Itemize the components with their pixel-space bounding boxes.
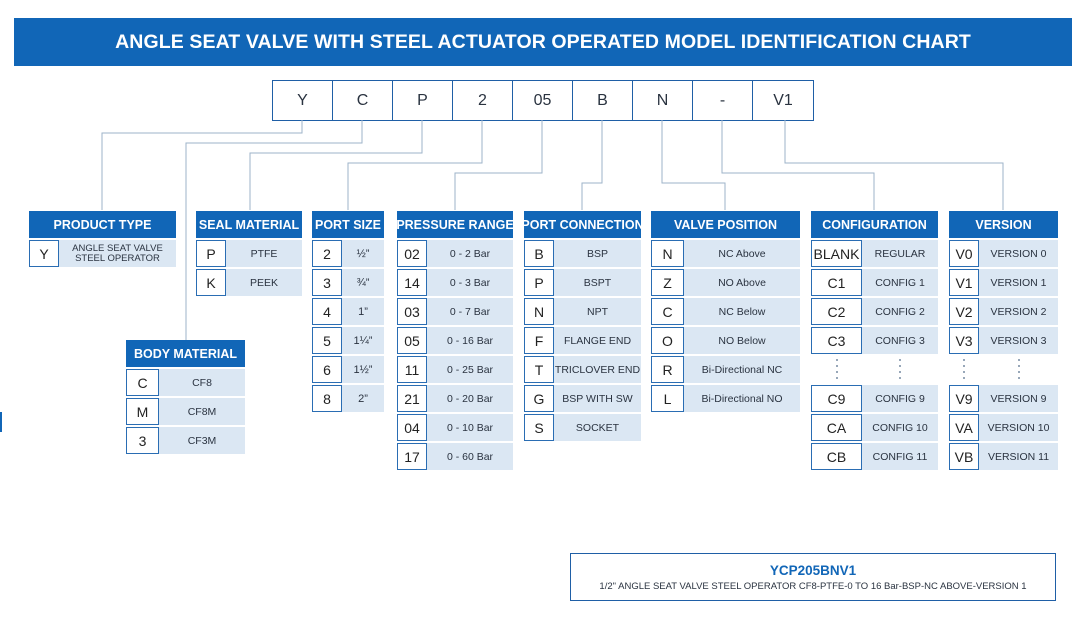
valve-position-code: Z [651,269,684,296]
product-type-header: PRODUCT TYPE [29,211,176,238]
body-material-desc: CF3M [159,427,245,454]
valve-position-desc: Bi-Directional NO [684,385,800,412]
configuration-code: C9 [811,385,862,412]
version-header: VERSION [949,211,1058,238]
version-desc: VERSION 3 [979,327,1058,354]
port-size-code: 8 [312,385,342,412]
code-segment-version: V1 [773,91,793,109]
seal-material-header: SEAL MATERIAL [196,211,302,238]
configuration-desc: CONFIG 1 [862,269,938,296]
pressure-range-desc: 0 - 7 Bar [427,298,513,325]
configuration-desc: CONFIG 9 [862,385,938,412]
group-valve-position [651,211,800,412]
valve-position-desc: Bi-Directional NC [684,356,800,383]
seal-material-desc: PTFE [226,240,302,267]
configuration-code: BLANK [811,240,862,267]
port-connection-desc: NPT [554,298,641,325]
valve-position-code: L [651,385,684,412]
configuration-code: C3 [811,327,862,354]
code-segment-pressure-range: 05 [513,81,573,120]
port-size-code: 3 [312,269,342,296]
pressure-range-code: 04 [397,414,427,441]
code-segment-port-size: 2 [453,81,513,120]
connector-version [785,120,1003,210]
pressure-range-header: PRESSURE RANGE [397,211,513,238]
body-material-code: 3 [126,427,159,454]
pressure-range-desc: 0 - 16 Bar [427,327,513,354]
valve-position-header: VALVE POSITION [651,211,800,238]
group-pressure-range [397,211,513,470]
pressure-range-code: 11 [397,356,427,383]
version-code: V1 [949,269,979,296]
configuration-code: C2 [811,298,862,325]
body-material-code: M [126,398,159,425]
configuration-code: CB [811,443,862,470]
group-port-size [312,211,384,412]
version-desc: VERSION 0 [979,240,1058,267]
valve-position-code: O [651,327,684,354]
configuration-ellipsis [811,356,938,383]
code-segment-product-type: Y [273,81,333,120]
pressure-range-desc: 0 - 20 Bar [427,385,513,412]
configuration-desc: REGULAR [862,240,938,267]
group-configuration [811,211,938,470]
product-type-code: Y [29,240,59,267]
pressure-range-code: 17 [397,443,427,470]
port-connection-desc: SOCKET [554,414,641,441]
port-size-desc: 2” [342,385,384,412]
body-material-desc: CF8 [159,369,245,396]
valve-position-code: R [651,356,684,383]
pressure-range-desc: 0 - 10 Bar [427,414,513,441]
code-segment-port-connection: B [573,81,633,120]
version-desc: VERSION 9 [979,385,1058,412]
code-segment-configuration: - [693,81,753,120]
pressure-range-code: 14 [397,269,427,296]
example-box [570,553,1056,601]
version-code: V9 [949,385,979,412]
port-size-code: 2 [312,240,342,267]
valve-position-desc: NO Above [684,269,800,296]
pressure-range-code: 05 [397,327,427,354]
seal-material-desc: PEEK [226,269,302,296]
connector-product-type [102,120,302,210]
example-description: 1/2" ANGLE SEAT VALVE STEEL OPERATOR CF8-PTFE-0 TO 16 Bar-BSP-NC ABOVE-VERSION 1 [599,581,1027,592]
code-segment-seal-material: P [393,81,453,120]
port-connection-desc: FLANGE END [554,327,641,354]
port-connection-code: S [524,414,554,441]
port-size-code: 5 [312,327,342,354]
pressure-range-desc: 0 - 2 Bar [427,240,513,267]
version-desc: VERSION 11 [979,443,1058,470]
pressure-range-code: 02 [397,240,427,267]
configuration-desc: CONFIG 10 [862,414,938,441]
version-desc: VERSION 10 [979,414,1058,441]
port-connection-desc: BSPT [554,269,641,296]
group-body-material [126,340,245,454]
pressure-range-code: 03 [397,298,427,325]
port-size-desc: ¾” [342,269,384,296]
code-segment-body-material: C [333,81,393,120]
valve-position-desc: NC Above [684,240,800,267]
body-material-header: BODY MATERIAL [126,340,245,367]
port-size-code: 4 [312,298,342,325]
code-segment-valve-position: N [633,81,693,120]
connector-port-connection [582,120,602,210]
valve-position-code: C [651,298,684,325]
port-connection-code: P [524,269,554,296]
connector-configuration [722,120,874,210]
port-connection-code: T [524,356,554,383]
connector-pressure-range [455,120,542,210]
version-desc: VERSION 1 [979,269,1058,296]
configuration-code: CA [811,414,862,441]
port-size-desc: 1” [342,298,384,325]
version-code: V0 [949,240,979,267]
product-type-desc: ANGLE SEAT VALVE STEEL OPERATOR [59,240,176,267]
configuration-desc: CONFIG 11 [862,443,938,470]
port-size-desc: 1½” [342,356,384,383]
pressure-range-desc: 0 - 60 Bar [427,443,513,470]
version-code: V2 [949,298,979,325]
connector-port-size [348,120,482,210]
port-connection-desc: TRICLOVER END [554,356,641,383]
seal-material-code: K [196,269,226,296]
version-code: VA [949,414,979,441]
configuration-code: C1 [811,269,862,296]
group-product-type [29,211,176,267]
port-connection-desc: BSP [554,240,641,267]
vertical-ellipsis-icon [963,357,965,381]
seal-material-code: P [196,240,226,267]
port-connection-desc: BSP WITH SW [554,385,641,412]
port-size-header: PORT SIZE [312,211,384,238]
valve-position-code: N [651,240,684,267]
configuration-header: CONFIGURATION [811,211,938,238]
vertical-ellipsis-icon [836,357,838,381]
pressure-range-code: 21 [397,385,427,412]
body-material-code: C [126,369,159,396]
valve-position-desc: NO Below [684,327,800,354]
group-seal-material [196,211,302,296]
group-port-connection [521,211,644,441]
chart-title: ANGLE SEAT VALVE WITH STEEL ACTUATOR OPERATED MODEL IDENTIFICATION CHART [115,30,971,53]
port-size-desc: 1¼” [342,327,384,354]
connector-valve-position [662,120,725,210]
pressure-range-desc: 0 - 3 Bar [427,269,513,296]
vertical-ellipsis-icon [899,357,901,381]
port-size-code: 6 [312,356,342,383]
version-desc: VERSION 2 [979,298,1058,325]
port-connection-code: G [524,385,554,412]
port-connection-code: F [524,327,554,354]
vertical-ellipsis-icon [1018,357,1020,381]
body-material-desc: CF8M [159,398,245,425]
port-size-desc: ½” [342,240,384,267]
port-connection-header: PORT CONNECTION [524,211,641,238]
version-ellipsis [949,356,1058,383]
pressure-range-desc: 0 - 25 Bar [427,356,513,383]
version-code: VB [949,443,979,470]
valve-position-desc: NC Below [684,298,800,325]
port-connection-code: N [524,298,554,325]
example-model-code: YCP205BNV1 [769,563,857,578]
configuration-desc: CONFIG 3 [862,327,938,354]
configuration-desc: CONFIG 2 [862,298,938,325]
group-version [949,211,1058,470]
port-connection-code: B [524,240,554,267]
version-code: V3 [949,327,979,354]
